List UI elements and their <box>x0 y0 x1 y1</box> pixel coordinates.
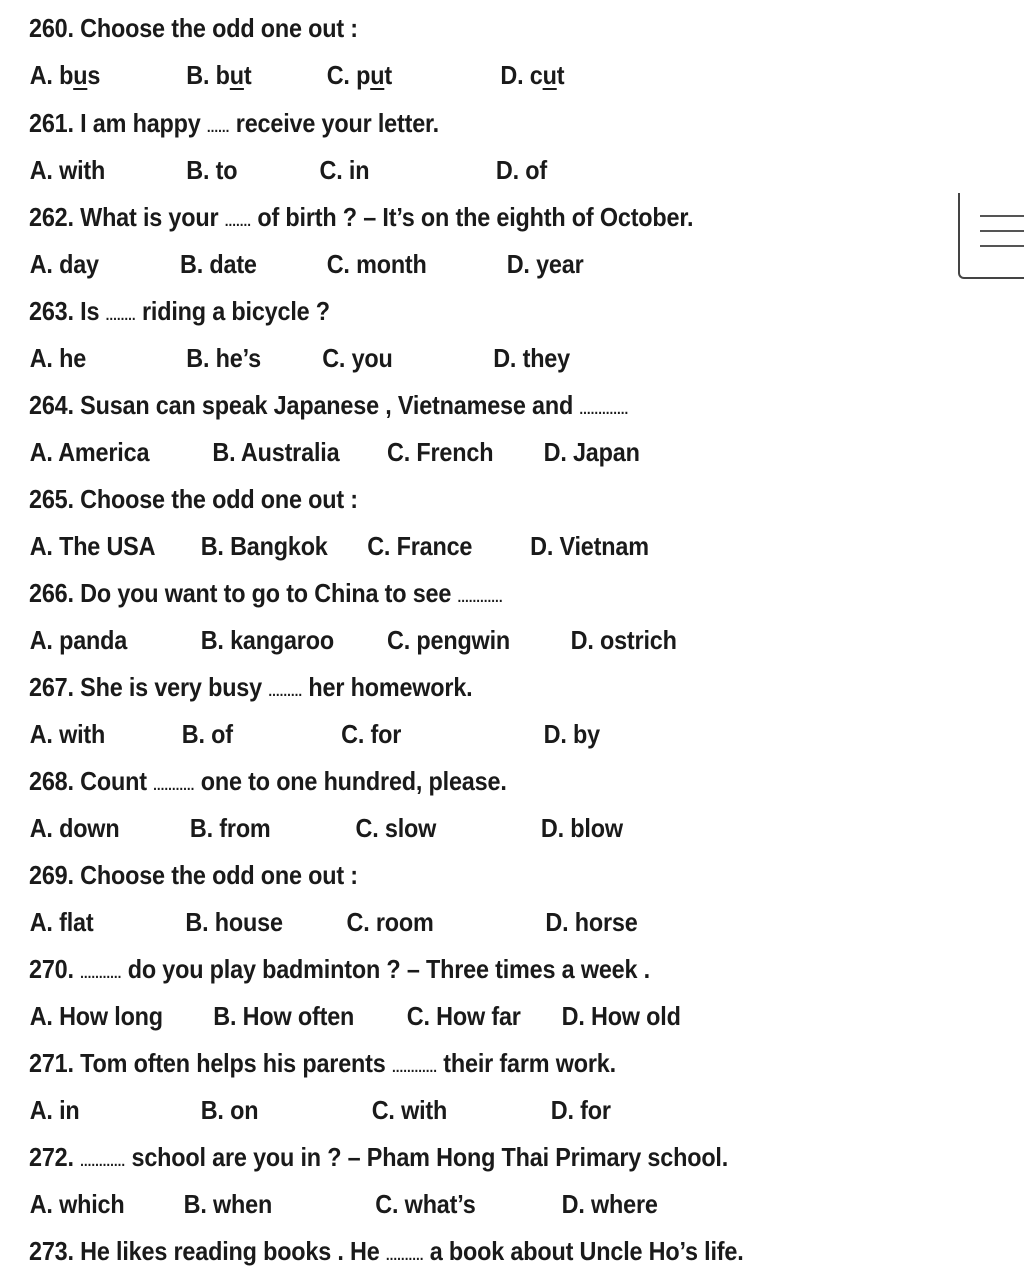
question-stem: Choose the odd one out : <box>80 13 358 43</box>
option-b <box>190 808 271 848</box>
option-c <box>407 996 521 1036</box>
text: C. <box>326 60 350 90</box>
option-c <box>367 526 472 566</box>
option-c <box>341 714 401 754</box>
text: when <box>212 1189 273 1219</box>
option-d <box>544 714 600 754</box>
text: She is very busy <box>80 672 262 702</box>
text: A. <box>29 907 53 937</box>
text: 269. <box>29 860 74 890</box>
option-c <box>327 55 392 95</box>
option-a <box>30 620 127 660</box>
text: do you play badminton ? – Three times a week . <box>127 954 650 984</box>
text: 270. <box>29 954 74 984</box>
text: slow <box>384 813 437 843</box>
text: D. <box>550 1095 574 1125</box>
question-267 <box>29 667 473 707</box>
question-271 <box>29 1043 616 1083</box>
text: of birth ? – It’s on the eighth of October. <box>257 202 694 232</box>
option-c <box>347 902 434 942</box>
option-a <box>30 902 94 942</box>
option-b <box>180 244 257 284</box>
text: with <box>59 719 106 749</box>
text: French <box>416 437 494 467</box>
text: panda <box>59 625 128 655</box>
text: Australia <box>240 437 340 467</box>
text: u <box>73 60 88 90</box>
text: ...... <box>206 119 230 136</box>
option-b <box>182 714 233 754</box>
option-b <box>186 338 261 378</box>
option-d <box>500 55 564 95</box>
text: C. <box>346 907 370 937</box>
option-c <box>387 620 510 660</box>
text: t <box>556 60 565 90</box>
question-264 <box>29 385 628 425</box>
text: 264. <box>29 390 74 420</box>
text: t <box>243 60 252 90</box>
text: their farm work. <box>443 1048 616 1078</box>
text: D. <box>500 60 524 90</box>
text: D. <box>540 813 564 843</box>
text: A. <box>29 60 53 90</box>
text: B. <box>213 1001 237 1031</box>
text: How old <box>590 1001 681 1031</box>
text: u <box>542 60 557 90</box>
text: C. <box>367 531 391 561</box>
text: A. <box>29 155 53 185</box>
text: D. <box>570 625 594 655</box>
question-270 <box>29 949 650 989</box>
question-263 <box>29 291 330 331</box>
text: He likes reading books . He <box>80 1236 380 1266</box>
text: with <box>401 1095 448 1125</box>
text: How often <box>242 1001 355 1031</box>
text: C. <box>341 719 365 749</box>
option-c <box>322 338 392 378</box>
text: year <box>536 249 584 279</box>
text: B. <box>186 155 210 185</box>
option-d <box>551 1090 611 1130</box>
option-c <box>320 150 370 190</box>
text: Count <box>80 766 147 796</box>
text: ............ <box>80 1153 126 1170</box>
text: u <box>229 60 244 90</box>
text: B. <box>186 60 210 90</box>
text: flat <box>59 907 94 937</box>
text: B. <box>183 1189 207 1219</box>
text: they <box>522 343 570 373</box>
text: 271. <box>29 1048 74 1078</box>
text: A. <box>29 1189 53 1219</box>
text: her homework. <box>308 672 473 702</box>
text: I am happy <box>80 108 201 138</box>
text: C. <box>387 625 411 655</box>
text: ............ <box>457 589 503 606</box>
text: Choose the odd one out : <box>80 860 358 890</box>
text: receive your letter. <box>235 108 440 138</box>
text: 266. <box>29 578 74 608</box>
text: B. <box>181 719 205 749</box>
text: D. <box>506 249 530 279</box>
option-b <box>213 996 354 1036</box>
question-266 <box>29 573 503 613</box>
text: Tom often helps his parents <box>80 1048 386 1078</box>
text: D. <box>545 907 569 937</box>
option-b <box>201 1090 259 1130</box>
text: Is <box>80 296 100 326</box>
text: ostrich <box>599 625 677 655</box>
option-c <box>327 244 427 284</box>
text: B. <box>200 625 224 655</box>
text: ............. <box>579 401 629 418</box>
text: in <box>348 155 370 185</box>
option-b <box>201 526 328 566</box>
option-c <box>372 1090 447 1130</box>
option-d <box>530 526 649 566</box>
text: 267. <box>29 672 74 702</box>
text: D. <box>530 531 554 561</box>
text: C. <box>319 155 343 185</box>
text: 265. <box>29 484 74 514</box>
text: day <box>59 249 99 279</box>
text: C. <box>355 813 379 843</box>
text: ....... <box>224 213 252 230</box>
text: A. <box>29 1001 53 1031</box>
option-d <box>545 902 637 942</box>
option-a <box>30 808 120 848</box>
text: 272. <box>29 1142 74 1172</box>
text: D. <box>543 437 567 467</box>
text: Choose the odd one out : <box>80 484 358 514</box>
option-c <box>356 808 437 848</box>
option-b <box>201 620 334 660</box>
option-c <box>375 1184 475 1224</box>
text: a book about Uncle Ho’s life. <box>429 1236 744 1266</box>
text: How long <box>59 1001 163 1031</box>
option-d <box>571 620 677 660</box>
text: ......... <box>268 683 303 700</box>
option-d <box>496 150 547 190</box>
question-268 <box>29 761 507 801</box>
text: school are you in ? – Pham Hong Thai Primary school. <box>131 1142 729 1172</box>
text: America <box>58 437 150 467</box>
text: b <box>215 60 230 90</box>
text: ........... <box>80 965 122 982</box>
text: t <box>384 60 392 90</box>
option-d <box>562 996 681 1036</box>
text: to <box>215 155 238 185</box>
text: 263. <box>29 296 74 326</box>
text: b <box>59 60 74 90</box>
question-265 <box>29 479 358 519</box>
text: you <box>351 343 393 373</box>
question-273 <box>29 1231 744 1271</box>
text: Susan can speak Japanese , Vietnamese and <box>80 390 574 420</box>
text: D. <box>561 1001 585 1031</box>
text: .......... <box>385 1247 424 1264</box>
option-d <box>562 1184 658 1224</box>
text: riding a bicycle ? <box>141 296 330 326</box>
option-a <box>30 244 99 284</box>
text: D. <box>561 1189 585 1219</box>
option-b <box>184 1184 272 1224</box>
text: B. <box>180 249 204 279</box>
text: Vietnam <box>559 531 649 561</box>
option-d <box>541 808 623 848</box>
menu-button[interactable] <box>958 193 1024 279</box>
text: he <box>59 343 87 373</box>
text: D. <box>543 719 567 749</box>
text: 261. <box>29 108 74 138</box>
option-a <box>30 1090 80 1130</box>
text: c <box>529 60 543 90</box>
text: p <box>356 60 371 90</box>
option-a <box>30 526 156 566</box>
text: ............ <box>391 1059 437 1076</box>
text: s <box>87 60 101 90</box>
text: C. <box>406 1001 430 1031</box>
option-a <box>30 338 86 378</box>
text: of <box>211 719 233 749</box>
option-d <box>507 244 584 284</box>
text: A. <box>29 249 53 279</box>
question-261 <box>29 103 439 143</box>
option-a <box>30 1184 125 1224</box>
text: C. <box>326 249 350 279</box>
text: D. <box>493 343 517 373</box>
option-a <box>30 150 105 190</box>
text: house <box>214 907 283 937</box>
text: where <box>590 1189 658 1219</box>
text: of <box>525 155 548 185</box>
text: C. <box>371 1095 395 1125</box>
text: The USA <box>59 531 156 561</box>
text: in <box>59 1095 80 1125</box>
text: with <box>59 155 106 185</box>
text: D. <box>495 155 519 185</box>
text: month <box>356 249 427 279</box>
option-b <box>212 432 339 472</box>
text: on <box>230 1095 259 1125</box>
text: A. <box>29 437 53 467</box>
text: C. <box>387 437 411 467</box>
question-269 <box>29 855 358 895</box>
question-number: 260. <box>29 13 74 43</box>
text: from <box>219 813 271 843</box>
text: down <box>59 813 120 843</box>
text: ........... <box>153 777 195 794</box>
text: one to one hundred, please. <box>200 766 507 796</box>
option-a <box>30 714 105 754</box>
text: room <box>375 907 434 937</box>
text: blow <box>570 813 623 843</box>
text: France <box>396 531 473 561</box>
question-260 <box>29 8 358 48</box>
text: which <box>59 1189 125 1219</box>
text: A. <box>29 1095 53 1125</box>
text: Do you want to go to China to see <box>80 578 452 608</box>
text: B. <box>185 907 209 937</box>
text: he’s <box>215 343 261 373</box>
text: 268. <box>29 766 74 796</box>
text: u <box>370 60 385 90</box>
text: pengwin <box>416 625 511 655</box>
text: what’s <box>404 1189 476 1219</box>
text: for <box>580 1095 611 1125</box>
text: B. <box>212 437 236 467</box>
text: by <box>572 719 600 749</box>
option-b <box>186 150 237 190</box>
text: B. <box>189 813 213 843</box>
text: Bangkok <box>230 531 328 561</box>
option-a <box>30 55 100 95</box>
text: Japan <box>572 437 640 467</box>
text: ........ <box>105 307 136 324</box>
text: C. <box>322 343 346 373</box>
text: B. <box>200 531 224 561</box>
text: A. <box>29 531 53 561</box>
question-272 <box>29 1137 728 1177</box>
text: B. <box>186 343 210 373</box>
option-d <box>493 338 570 378</box>
text: A. <box>29 625 53 655</box>
text: for <box>370 719 402 749</box>
text: 262. <box>29 202 74 232</box>
text: A. <box>29 719 53 749</box>
text: kangaroo <box>230 625 334 655</box>
question-262 <box>29 197 693 237</box>
text: A. <box>29 813 53 843</box>
option-d <box>544 432 640 472</box>
text: How far <box>436 1001 521 1031</box>
text: A. <box>29 343 53 373</box>
text: B. <box>200 1095 224 1125</box>
text: 273. <box>29 1236 74 1266</box>
option-b <box>185 902 282 942</box>
text: date <box>209 249 257 279</box>
text: What is your <box>80 202 219 232</box>
text: horse <box>574 907 638 937</box>
option-a <box>30 432 150 472</box>
text: C. <box>375 1189 399 1219</box>
option-c <box>387 432 493 472</box>
option-a <box>30 996 163 1036</box>
option-b <box>186 55 251 95</box>
